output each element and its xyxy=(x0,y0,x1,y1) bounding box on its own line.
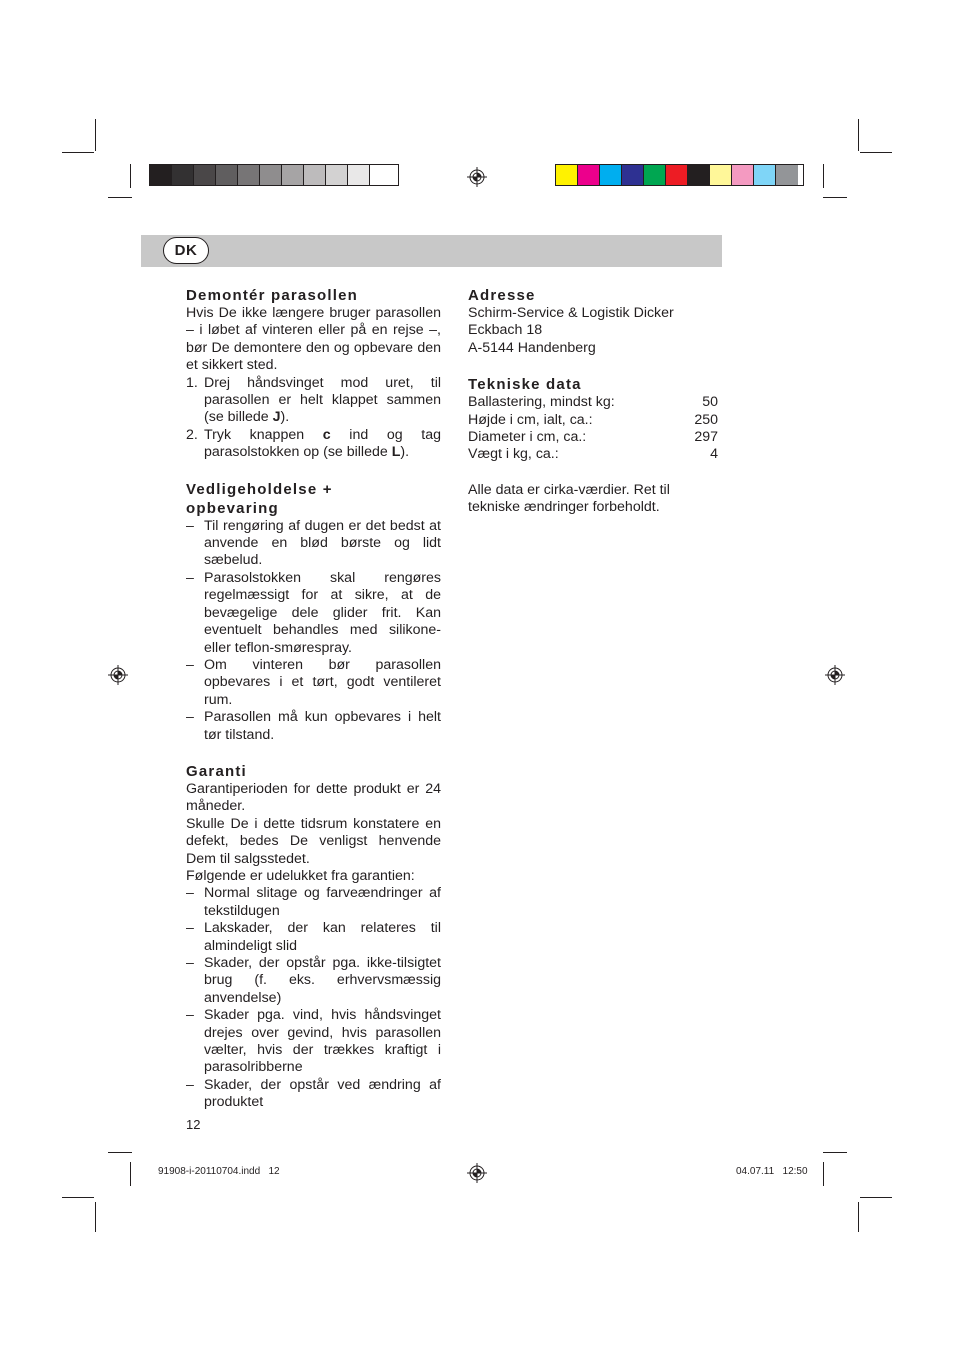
footer-date: 04.07.11 12:50 xyxy=(736,1166,808,1177)
registration-mark-icon xyxy=(467,1163,487,1183)
color-swatch xyxy=(556,165,578,185)
crop-mark xyxy=(823,1162,824,1186)
registration-mark-icon xyxy=(108,665,128,685)
crop-mark xyxy=(858,1202,859,1232)
crop-mark xyxy=(130,164,131,188)
color-swatch xyxy=(238,165,260,185)
grayscale-color-bar xyxy=(149,164,399,186)
color-swatch xyxy=(644,165,666,185)
list-item: – Om vinteren bør parasollen opbevares i et tørt, godt ventileret rum. xyxy=(186,656,441,708)
language-badge: DK xyxy=(163,237,209,264)
color-swatch xyxy=(622,165,644,185)
color-swatch xyxy=(326,165,348,185)
dismantle-steps xyxy=(186,375,441,462)
warranty-exclusions-list xyxy=(186,885,441,1111)
crop-mark xyxy=(62,1197,94,1198)
color-swatch xyxy=(710,165,732,185)
list-item: – Parasollen må kun opbevares i helt tør tilstand. xyxy=(186,709,441,743)
section-title-warranty: Garanti xyxy=(186,762,247,780)
right-column xyxy=(468,286,723,517)
crop-mark xyxy=(858,119,859,151)
color-swatch xyxy=(172,165,194,185)
dismantle-intro: Hvis De ikke længere bruger parasollen – i løbet af vinteren eller på en rejse –, bør De demontere den og opbevare den et sikkert sted. xyxy=(186,305,441,374)
crop-mark xyxy=(95,119,96,151)
section-title-maintenance: Vedligeholdelse + opbevaring xyxy=(186,480,333,517)
color-swatch xyxy=(216,165,238,185)
color-swatch xyxy=(688,165,710,185)
dismantle-step: 1. Drej håndsvinget mod uret, til parasollen er helt klappet sammen (se billede J). xyxy=(186,374,441,426)
color-swatch xyxy=(282,165,304,185)
warranty-defect: Skulle De i dette tidsrum konstatere en defekt, bedes De venligst henvende Dem til salgsstedet. xyxy=(186,815,441,867)
color-swatch xyxy=(370,165,392,185)
crop-mark xyxy=(860,152,892,153)
color-swatch xyxy=(754,165,776,185)
address-line: A-5144 Handenberg xyxy=(468,339,596,356)
maintenance-list xyxy=(186,518,441,744)
crop-mark xyxy=(108,1152,132,1153)
crop-mark xyxy=(860,1197,892,1198)
list-item: – Normal slitage og farveændringer af tekstildugen xyxy=(186,885,441,919)
list-item: – Skader, der opstår ved ændring af produktet xyxy=(186,1076,441,1111)
color-swatch xyxy=(578,165,600,185)
disclaimer-note: Alle data er cirka-værdier. Ret til tekniske ændringer forbeholdt. xyxy=(468,481,670,516)
list-item: – Lakskader, der kan relateres til almindeligt slid xyxy=(186,920,441,954)
crop-mark xyxy=(823,197,847,198)
color-swatch xyxy=(732,165,754,185)
tech-data-row: Vægt i kg, ca.: 4 xyxy=(468,446,718,463)
color-swatch xyxy=(776,165,798,185)
color-swatch xyxy=(348,165,370,185)
address-line: Eckbach 18 xyxy=(468,322,543,339)
process-color-bar xyxy=(555,164,804,186)
list-item: – Til rengøring af dugen er det bedst at anvende en blød børste og lidt sæbelud. xyxy=(186,517,441,569)
color-swatch xyxy=(194,165,216,185)
registration-mark-icon xyxy=(825,665,845,685)
section-title-technical-data: Tekniske data xyxy=(468,376,582,394)
color-swatch xyxy=(304,165,326,185)
crop-mark xyxy=(130,1162,131,1186)
address-line: Schirm-Service & Logistik Dicker xyxy=(468,305,674,321)
color-swatch xyxy=(600,165,622,185)
warranty-period: Garantiperioden for dette produkt er 24 måneder. xyxy=(186,780,441,815)
language-header-band xyxy=(141,235,722,267)
crop-mark xyxy=(823,164,824,188)
color-swatch xyxy=(150,165,172,185)
tech-data-row: Diameter i cm, ca.: 297 xyxy=(468,429,718,446)
color-swatch xyxy=(666,165,688,185)
footer-file-name: 91908-i-20110704.indd 12 xyxy=(158,1166,280,1177)
page-number: 12 xyxy=(186,1117,201,1132)
dismantle-step: 2. Tryk knappen c ind og tag parasolstokken op (se billede L). xyxy=(186,426,441,461)
crop-mark xyxy=(823,1152,847,1153)
list-item: – Skader, der opstår pga. ikke-tilsigtet brug (f. eks. erhvervsmæssig anvendelse) xyxy=(186,955,441,1006)
section-title-dismantle: Demontér parasollen xyxy=(186,287,359,304)
crop-mark xyxy=(108,197,132,198)
list-item: – Parasolstokken skal rengøres regelmæssigt for at sikre, at de bevægelige dele glider frit. Kan eventuelt behandles med silikone- eller teflon-smørespray. xyxy=(186,569,441,656)
registration-mark-icon xyxy=(467,167,487,187)
list-item: – Skader pga. vind, hvis håndsvinget drejes over gevind, hvis parasollen vælter, hvis der trækkes kraftigt i parasolribberne xyxy=(186,1007,441,1076)
left-column xyxy=(186,286,441,1112)
tech-data-row: Højde i cm, ialt, ca.: 250 xyxy=(468,411,718,428)
section-title-address: Adresse xyxy=(468,287,536,304)
tech-data-row: Ballastering, mindst kg: 50 xyxy=(468,394,718,411)
crop-mark xyxy=(95,1202,96,1232)
color-swatch xyxy=(260,165,282,185)
crop-mark xyxy=(62,152,94,153)
warranty-exclusions-intro: Følgende er udelukket fra garantien: xyxy=(186,867,415,884)
